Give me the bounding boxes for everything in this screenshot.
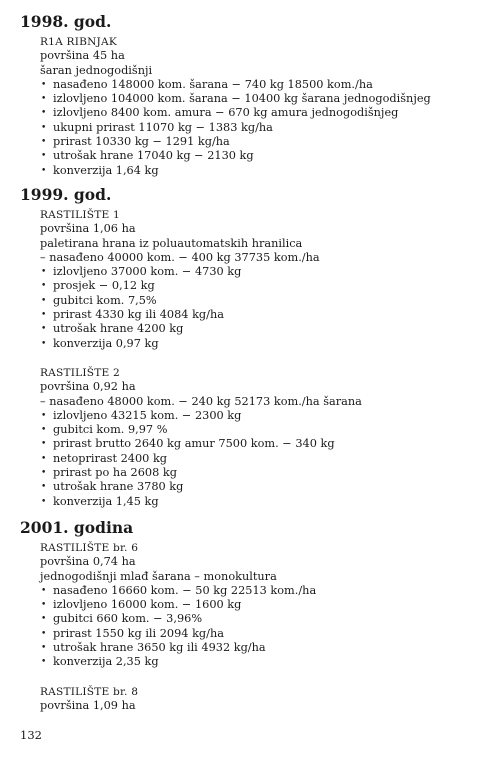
bullet-item: • utrošak hrane 3780 kg	[40, 480, 470, 494]
text-line: jednogodišnji mlađ šarana – monokultura	[40, 569, 277, 583]
text-line: šaran jednogodišnji	[40, 63, 153, 77]
text-line: površina 1,09 ha	[40, 698, 136, 712]
text-line: površina 1,06 ha	[40, 222, 136, 236]
bullet-item: • prirast 4330 kg ili 4084 kg/ha	[40, 308, 470, 322]
bullet-item: • utrošak hrane 17040 kg − 2130 kg	[40, 149, 470, 163]
bullet-item: • prirast po ha 2608 kg	[40, 466, 470, 480]
bullet-item: • gubitci kom. 9,97 %	[40, 423, 470, 437]
text-line: površina 0,92 ha	[40, 380, 136, 394]
block-title: RASTILIŠTE br. 8	[40, 685, 139, 698]
block-title: RASTILIŠTE 1	[40, 209, 120, 221]
section-1998	[20, 12, 470, 193]
bullet-item: • ukupni prirast 11070 kg − 1383 kg/ha	[40, 121, 470, 135]
bullet-item: • izlovljeno 37000 kom. − 4730 kg	[40, 265, 470, 279]
record-block	[40, 208, 470, 351]
record-block	[40, 366, 470, 509]
bullet-item: • prosjek − 0,12 kg	[40, 279, 470, 293]
record-block	[40, 685, 470, 714]
bullet-item: • konverzija 1,64 kg	[40, 164, 470, 178]
bullet-item: • utrošak hrane 3650 kg ili 4932 kg/ha	[40, 641, 470, 655]
text-line: – nasađeno 48000 kom. − 240 kg 52173 kom./ha šarana	[40, 394, 362, 408]
section-2001	[20, 518, 470, 728]
block-title: RASTILIŠTE 2	[40, 366, 120, 379]
text-line: površina 45 ha	[40, 49, 125, 63]
bullet-item: • izlovljeno 104000 kom. šarana − 10400 kg šarana jednogodišnjeg	[40, 92, 470, 106]
bullet-item: • gubitci 660 kom. − 3,96%	[40, 612, 470, 626]
record-block	[40, 35, 470, 178]
section-heading: 1998. god.	[20, 12, 112, 31]
bullet-item: • nasađeno 148000 kom. šarana − 740 kg 18500 kom./ha	[40, 78, 470, 92]
bullet-item: • konverzija 2,35 kg	[40, 655, 470, 669]
bullet-item: • gubitci kom. 7,5%	[40, 294, 470, 308]
bullet-item: • netoprirast 2400 kg	[40, 452, 470, 466]
text-line: površina 0,74 ha	[40, 555, 136, 569]
bullet-item: • prirast 1550 kg ili 2094 kg/ha	[40, 627, 470, 641]
section-heading: 2001. godina	[20, 518, 134, 537]
text-line: – nasađeno 40000 kom. − 400 kg 37735 kom./ha	[40, 250, 320, 264]
page-number: 132	[20, 728, 42, 742]
bullet-item: • nasađeno 16660 kom. − 50 kg 22513 kom./ha	[40, 584, 470, 598]
bullet-item: • izlovljeno 43215 kom. − 2300 kg	[40, 409, 470, 423]
bullet-item: • izlovljeno 16000 kom. − 1600 kg	[40, 598, 470, 612]
bullet-item: • prirast brutto 2640 kg amur 7500 kom. − 340 kg	[40, 437, 470, 451]
bullet-item: • utrošak hrane 4200 kg	[40, 322, 470, 336]
bullet-item: • konverzija 0,97 kg	[40, 337, 470, 351]
section-heading: 1999. god.	[20, 185, 112, 204]
bullet-item: • konverzija 1,45 kg	[40, 495, 470, 509]
text-line: paletirana hrana iz poluautomatskih hranilica	[40, 236, 303, 250]
bullet-item: • izlovljeno 8400 kom. amura − 670 kg amura jednogodišnjeg	[40, 106, 470, 120]
bullet-item: • prirast 10330 kg − 1291 kg/ha	[40, 135, 470, 149]
block-title: RASTILIŠTE br. 6	[40, 542, 139, 554]
section-1999	[20, 185, 470, 524]
record-block	[40, 541, 470, 670]
block-title: R1A RIBNJAK	[40, 36, 117, 48]
